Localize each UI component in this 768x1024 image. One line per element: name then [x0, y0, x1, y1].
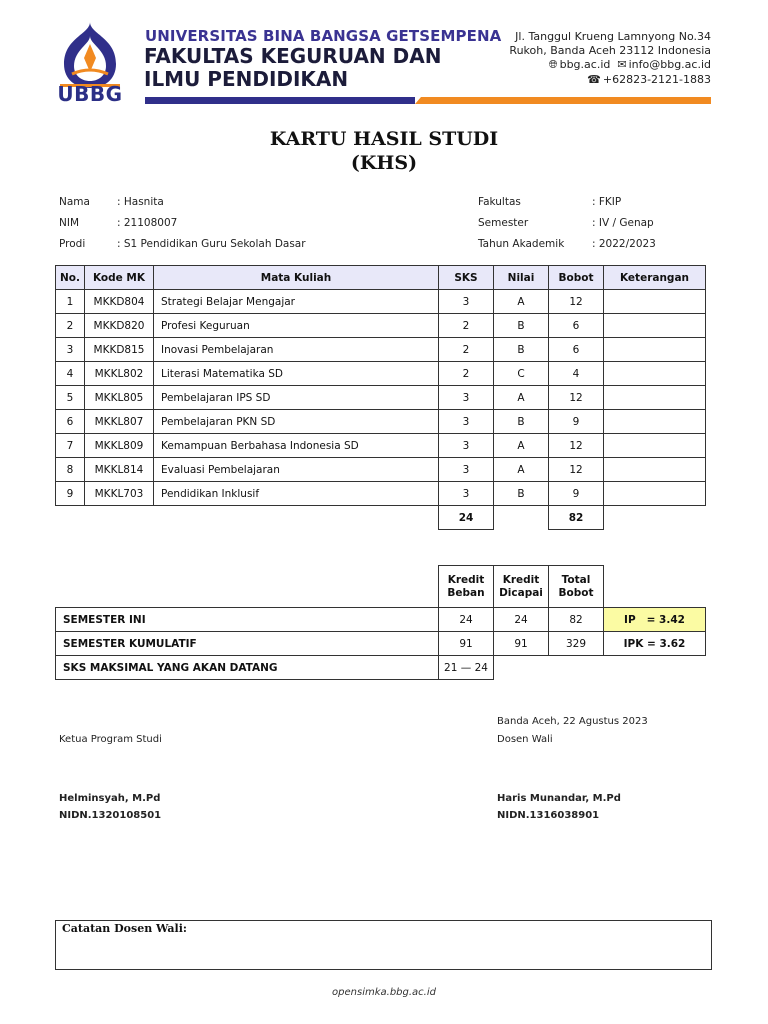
label-nama: Nama [59, 196, 90, 208]
label-prodi: Prodi [59, 238, 86, 250]
summary-header-beban: Kredit Beban [439, 566, 494, 608]
course-sks: 3 [439, 290, 494, 314]
course-total-row [56, 506, 706, 530]
left-signer-nidn: NIDN.1320108501 [59, 810, 162, 821]
course-note [604, 362, 706, 386]
course-row [56, 290, 706, 314]
course-row [56, 434, 706, 458]
col-header-kode: Kode MK [85, 266, 154, 290]
advisor-notes-label: Catatan Dosen Wali: [62, 922, 187, 935]
course-grade: A [494, 290, 549, 314]
course-sks: 2 [439, 314, 494, 338]
summary-header-total-bobot: Total Bobot [549, 566, 604, 608]
total-sks: 24 [439, 506, 494, 530]
course-note [604, 410, 706, 434]
course-bobot: 9 [549, 482, 604, 506]
summary-row-semester-ini [56, 608, 706, 632]
course-name: Evaluasi Pembelajaran [154, 458, 439, 482]
course-name: Pembelajaran IPS SD [154, 386, 439, 410]
faculty-name-line1: FAKULTAS KEGURUAN DAN [144, 44, 442, 68]
course-bobot: 4 [549, 362, 604, 386]
course-bobot: 12 [549, 458, 604, 482]
course-code: MKKD815 [85, 338, 154, 362]
globe-icon: 🌐︎ [548, 58, 558, 71]
left-signer-name: Helminsyah, M.Pd [59, 793, 161, 804]
summary-label: SEMESTER INI [56, 608, 439, 632]
phone-text: +62823-2121-1883 [602, 73, 711, 86]
course-name: Strategi Belajar Mengajar [154, 290, 439, 314]
course-code: MKKL802 [85, 362, 154, 386]
course-code: MKKL814 [85, 458, 154, 482]
advisor-notes-box[interactable] [55, 920, 712, 970]
right-signer-nidn: NIDN.1316038901 [497, 810, 600, 821]
right-signer-name: Haris Munandar, M.Pd [497, 793, 621, 804]
course-no: 5 [56, 386, 85, 410]
col-header-nilai: Nilai [494, 266, 549, 290]
course-bobot: 12 [549, 386, 604, 410]
course-bobot: 6 [549, 338, 604, 362]
university-name: UNIVERSITAS BINA BANGSA GETSEMPENA [145, 27, 502, 45]
course-note [604, 290, 706, 314]
course-no: 4 [56, 362, 85, 386]
total-bobot: 82 [549, 506, 604, 530]
course-row [56, 482, 706, 506]
value-prodi: : S1 Pendidikan Guru Sekolah Dasar [117, 238, 306, 250]
contact-phone [587, 73, 711, 86]
ipk-value: IPK = 3.62 [604, 632, 706, 656]
col-header-no: No. [56, 266, 85, 290]
label-fakultas: Fakultas [478, 196, 521, 208]
course-row [56, 314, 706, 338]
course-table [55, 265, 706, 530]
course-sks: 3 [439, 434, 494, 458]
value-tahun-akademik: : 2022/2023 [592, 238, 656, 250]
course-no: 7 [56, 434, 85, 458]
course-name: Literasi Matematika SD [154, 362, 439, 386]
value-nama: : Hasnita [117, 196, 164, 208]
label-nim: NIM [59, 217, 80, 229]
course-note [604, 434, 706, 458]
logo-text: UBBG [57, 82, 123, 106]
summary-label: SKS MAKSIMAL YANG AKAN DATANG [56, 656, 439, 680]
summary-dicapai: 91 [494, 632, 549, 656]
course-row [56, 410, 706, 434]
course-note [604, 458, 706, 482]
course-note [604, 482, 706, 506]
contact-web-email [549, 58, 711, 72]
document-title: KARTU HASIL STUDI [269, 128, 499, 150]
phone-icon: ☎ [587, 73, 601, 86]
course-table-header [56, 266, 706, 290]
sks-maks-value: 21 — 24 [439, 656, 494, 680]
course-bobot: 6 [549, 314, 604, 338]
left-signer-role: Ketua Program Studi [59, 734, 162, 745]
course-no: 2 [56, 314, 85, 338]
value-semester: : IV / Genap [592, 217, 654, 229]
course-name: Pendidikan Inklusif [154, 482, 439, 506]
summary-bobot: 82 [549, 608, 604, 632]
email-text: info@bbg.ac.id [628, 58, 711, 71]
course-code: MKKL809 [85, 434, 154, 458]
summary-row-kumulatif [56, 632, 706, 656]
summary-header [438, 565, 604, 608]
course-grade: B [494, 410, 549, 434]
course-sks: 3 [439, 410, 494, 434]
faculty-name-line2: ILMU PENDIDIKAN [144, 67, 349, 91]
course-name: Profesi Keguruan [154, 314, 439, 338]
course-note [604, 338, 706, 362]
mail-icon: ✉ [617, 58, 627, 71]
header-rule-orange [415, 97, 711, 104]
course-bobot: 9 [549, 410, 604, 434]
course-grade: C [494, 362, 549, 386]
course-grade: B [494, 314, 549, 338]
summary-beban: 91 [439, 632, 494, 656]
place-date: Banda Aceh, 22 Agustus 2023 [497, 716, 648, 727]
summary-dicapai: 24 [494, 608, 549, 632]
label-semester: Semester [478, 217, 529, 229]
course-note [604, 386, 706, 410]
summary-row-sks-maks [56, 656, 706, 680]
course-no: 6 [56, 410, 85, 434]
course-no: 8 [56, 458, 85, 482]
course-code: MKKD804 [85, 290, 154, 314]
course-row [56, 338, 706, 362]
course-row [56, 386, 706, 410]
col-header-sks: SKS [439, 266, 494, 290]
course-grade: A [494, 434, 549, 458]
ip-value: IP = 3.42 [604, 608, 706, 632]
course-name: Inovasi Pembelajaran [154, 338, 439, 362]
course-grade: A [494, 458, 549, 482]
label-tahun-akademik: Tahun Akademik [478, 238, 565, 250]
course-code: MKKL703 [85, 482, 154, 506]
course-code: MKKD820 [85, 314, 154, 338]
header-rule-blue [145, 97, 415, 104]
col-header-bobot: Bobot [549, 266, 604, 290]
summary-bobot: 329 [549, 632, 604, 656]
address-line2: Rukoh, Banda Aceh 23112 Indonesia [509, 44, 711, 57]
course-grade: B [494, 338, 549, 362]
course-sks: 3 [439, 386, 494, 410]
summary-table [55, 607, 706, 680]
summary-header-dicapai: Kredit Dicapai [494, 566, 549, 608]
course-bobot: 12 [549, 290, 604, 314]
course-grade: B [494, 482, 549, 506]
course-no: 9 [56, 482, 85, 506]
course-name: Kemampuan Berbahasa Indonesia SD [154, 434, 439, 458]
course-sks: 3 [439, 482, 494, 506]
right-signer-role: Dosen Wali [497, 734, 553, 745]
course-code: MKKL805 [85, 386, 154, 410]
col-header-keterangan: Keterangan [604, 266, 706, 290]
course-sks: 3 [439, 458, 494, 482]
col-header-mata-kuliah: Mata Kuliah [154, 266, 439, 290]
course-code: MKKL807 [85, 410, 154, 434]
value-nim: : 21108007 [117, 217, 178, 229]
course-bobot: 12 [549, 434, 604, 458]
summary-beban: 24 [439, 608, 494, 632]
course-name: Pembelajaran PKN SD [154, 410, 439, 434]
address-line1: Jl. Tanggul Krueng Lamnyong No.34 [515, 30, 711, 43]
value-fakultas: : FKIP [592, 196, 622, 208]
summary-label: SEMESTER KUMULATIF [56, 632, 439, 656]
website-text: bbg.ac.id [559, 58, 611, 71]
course-note [604, 314, 706, 338]
course-sks: 2 [439, 338, 494, 362]
course-no: 3 [56, 338, 85, 362]
course-no: 1 [56, 290, 85, 314]
footer-url[interactable]: opensimka.bbg.ac.id [332, 987, 436, 998]
course-row [56, 458, 706, 482]
course-row [56, 362, 706, 386]
document-subtitle: (KHS) [350, 152, 418, 174]
course-grade: A [494, 386, 549, 410]
course-sks: 2 [439, 362, 494, 386]
